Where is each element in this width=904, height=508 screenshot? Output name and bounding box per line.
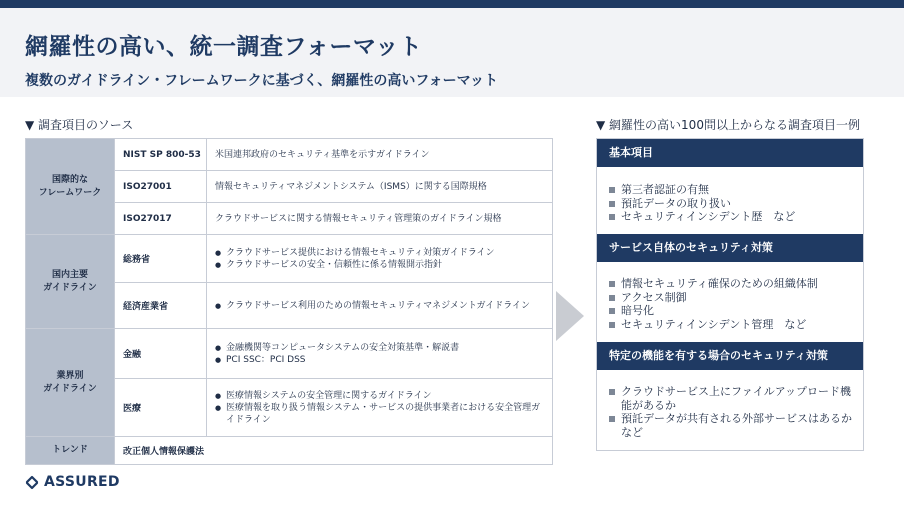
source-name: 金融	[115, 329, 207, 379]
source-description: クラウドサービスに関する情報セキュリティ管理策のガイドライン規格	[207, 203, 553, 235]
source-description	[207, 379, 553, 437]
source-name: ISO27001	[115, 171, 207, 203]
page-title: 網羅性の高い、統一調査フォーマット	[25, 34, 423, 60]
category-cell: 国際的な フレームワーク	[26, 139, 115, 235]
source-description: 米国連邦政府のセキュリティ基準を示すガイドライン	[207, 139, 553, 171]
source-description	[207, 329, 553, 379]
source-name: 経済産業省	[115, 283, 207, 329]
panel-heading: サービス自体のセキュリティ対策	[597, 234, 863, 262]
assured-logo-icon	[24, 474, 40, 490]
bullet-item: ● クラウドサービス提供における情報セキュリティ対策ガイドライン	[215, 247, 544, 259]
table-row	[26, 139, 553, 171]
list-item: クラウドサービス上にファイルアップロード機能があるか	[609, 385, 857, 412]
source-description: 情報セキュリティマネジメントシステム（ISMS）に関する国際規格	[207, 171, 553, 203]
list-item: 暗号化	[609, 304, 857, 318]
list-item: 預託データが共有される外部サービスはあるか など	[609, 412, 857, 439]
list-item: アクセス制御	[609, 291, 857, 305]
example-items-panel	[596, 138, 864, 451]
bullet-item: ● 医療情報システムの安全管理に関するガイドライン	[215, 390, 544, 402]
bullet-item: ● PCI SSC：PCI DSS	[215, 354, 544, 366]
panel-heading: 特定の機能を有する場合のセキュリティ対策	[597, 342, 863, 370]
list-item: セキュリティインシデント歴 など	[609, 210, 857, 224]
bullet-item: ● クラウドサービス利用のための情報セキュリティマネジメントガイドライン	[215, 300, 544, 312]
list-item: 第三者認証の有無	[609, 183, 857, 197]
bullet-item: ● 金融機関等コンピュータシステムの安全対策基準・解説書	[215, 342, 544, 354]
category-cell: 国内主要 ガイドライン	[26, 235, 115, 329]
source-name: ISO27017	[115, 203, 207, 235]
panel-item-list	[609, 277, 857, 331]
top-accent-bar	[0, 0, 904, 8]
source-name: NIST SP 800-53	[115, 139, 207, 171]
list-item: セキュリティインシデント管理 など	[609, 318, 857, 332]
category-cell: トレンド	[26, 437, 115, 465]
sources-section-label: ▼ 調査項目のソース	[25, 118, 134, 132]
examples-section-label: ▼ 網羅性の高い100問以上からなる調査項目一例	[596, 118, 860, 132]
table-row	[26, 235, 553, 283]
bullet-item: ● クラウドサービスの安全・信頼性に係る情報開示指針	[215, 259, 544, 271]
source-description	[207, 235, 553, 283]
source-name: 改正個人情報保護法	[115, 437, 553, 465]
panel-item-list	[609, 385, 863, 439]
table-row	[26, 329, 553, 379]
brand-name: ASSURED	[44, 474, 120, 490]
source-description	[207, 283, 553, 329]
list-item: 預託データの取り扱い	[609, 197, 857, 211]
table-row	[26, 437, 553, 465]
arrow-right-icon	[556, 291, 584, 341]
sources-table	[25, 138, 553, 465]
header-band	[0, 8, 904, 97]
page-subtitle: 複数のガイドライン・フレームワークに基づく、網羅性の高いフォーマット	[25, 73, 499, 89]
panel-item-list	[609, 183, 857, 224]
bullet-item: ● 医療情報を取り扱う情報システム・サービスの提供事業者における安全管理ガイドライン	[215, 402, 544, 426]
category-cell: 業界別 ガイドライン	[26, 329, 115, 437]
panel-heading: 基本項目	[597, 139, 863, 167]
source-name: 総務省	[115, 235, 207, 283]
list-item: 情報セキュリティ確保のための組織体制	[609, 277, 857, 291]
assured-logo	[24, 474, 120, 490]
source-name: 医療	[115, 379, 207, 437]
